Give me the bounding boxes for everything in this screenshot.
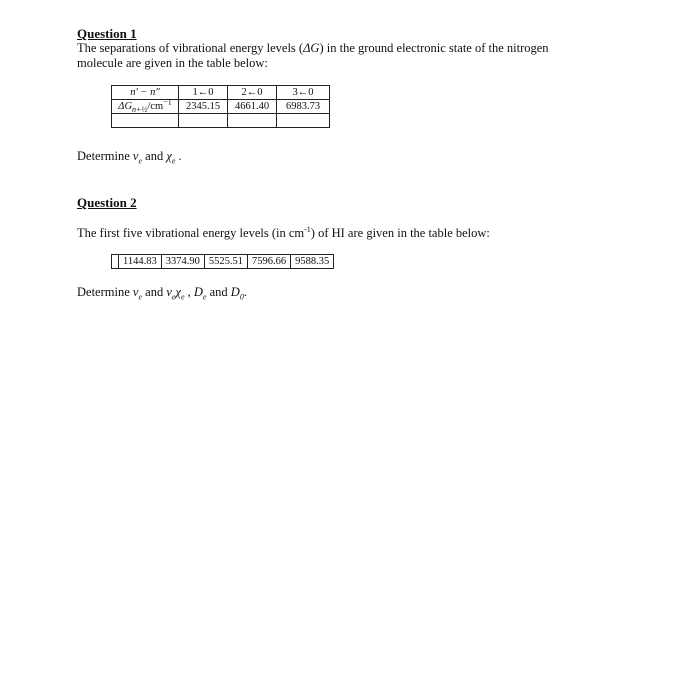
end-punct: . bbox=[243, 285, 247, 299]
determine-text: Determine bbox=[77, 285, 133, 299]
chi-subscript: e bbox=[180, 292, 185, 302]
value-cell: 5525.51 bbox=[204, 255, 247, 269]
value-cell: 4661.40 bbox=[228, 100, 277, 114]
intro-text-b: ) of HI are given in the table below: bbox=[310, 226, 490, 240]
nu-subscript: e bbox=[171, 292, 176, 302]
value-cell: 9588.35 bbox=[291, 255, 334, 269]
delta-g-subscript: n+½ bbox=[132, 105, 148, 115]
d-subscript: e bbox=[202, 292, 207, 302]
intro-text-a: The separations of vibrational energy levels ( bbox=[77, 41, 304, 55]
and-text: and bbox=[206, 285, 231, 299]
empty-cell bbox=[277, 114, 330, 128]
delta-g-label: ΔG bbox=[118, 101, 133, 112]
empty-cell bbox=[228, 114, 277, 128]
unit-superscript: -1 bbox=[304, 224, 311, 234]
nitrogen-energy-table bbox=[111, 85, 330, 128]
question-1-determine bbox=[77, 149, 182, 164]
nu-symbol: ν bbox=[166, 285, 172, 299]
question-1-heading: Question 1 bbox=[77, 26, 137, 41]
unit-label: /cm bbox=[147, 101, 164, 112]
table-row bbox=[112, 100, 330, 114]
d0-subscript: 0 bbox=[239, 292, 244, 302]
intro-text-a: The first five vibrational energy levels (in cm bbox=[77, 226, 305, 240]
delta-g-label-cell bbox=[112, 97, 179, 115]
table-row bbox=[112, 114, 330, 128]
delta-g-symbol: ΔG bbox=[303, 41, 320, 55]
nu-symbol: ν bbox=[132, 149, 139, 163]
d-symbol: D bbox=[193, 285, 203, 299]
nu-subscript: e bbox=[138, 292, 143, 302]
intro-text-b: ) in the ground electronic state of the nitrogen bbox=[319, 41, 549, 55]
determine-text: Determine bbox=[77, 149, 133, 163]
comma-text: , bbox=[184, 285, 194, 299]
nu-subscript: e bbox=[138, 156, 143, 166]
empty-cell bbox=[112, 114, 179, 128]
table-row bbox=[112, 255, 334, 269]
value-cell: 2345.15 bbox=[179, 100, 228, 114]
transition-cell: 3←0 bbox=[277, 86, 330, 100]
question-1-intro-line-1 bbox=[77, 41, 549, 56]
table-row bbox=[112, 86, 330, 100]
value-cell: 7596.66 bbox=[248, 255, 291, 269]
transition-cell: 1←0 bbox=[179, 86, 228, 100]
end-punct: . bbox=[175, 149, 182, 163]
empty-cell bbox=[112, 255, 119, 269]
unit-superscript: −1 bbox=[163, 97, 172, 107]
d0-symbol: D bbox=[230, 285, 240, 299]
transition-cell: 2←0 bbox=[228, 86, 277, 100]
chi-symbol: χ bbox=[166, 149, 172, 163]
value-cell: 1144.83 bbox=[119, 255, 162, 269]
and-text: and bbox=[142, 149, 167, 163]
and-text: and bbox=[142, 285, 167, 299]
nu-symbol: ν bbox=[132, 285, 139, 299]
hi-energy-table bbox=[111, 254, 334, 269]
empty-cell bbox=[179, 114, 228, 128]
question-2-intro bbox=[77, 226, 490, 241]
chi-subscript: e bbox=[171, 156, 176, 166]
question-2-determine bbox=[77, 285, 247, 300]
value-cell: 3374.90 bbox=[161, 255, 204, 269]
transition-label-cell: n′ − n″ bbox=[112, 86, 179, 100]
question-2-heading: Question 2 bbox=[77, 195, 137, 210]
chi-symbol: χ bbox=[175, 285, 181, 299]
question-1-intro-line-2: molecule are given in the table below: bbox=[77, 56, 268, 70]
value-cell: 6983.73 bbox=[277, 100, 330, 114]
